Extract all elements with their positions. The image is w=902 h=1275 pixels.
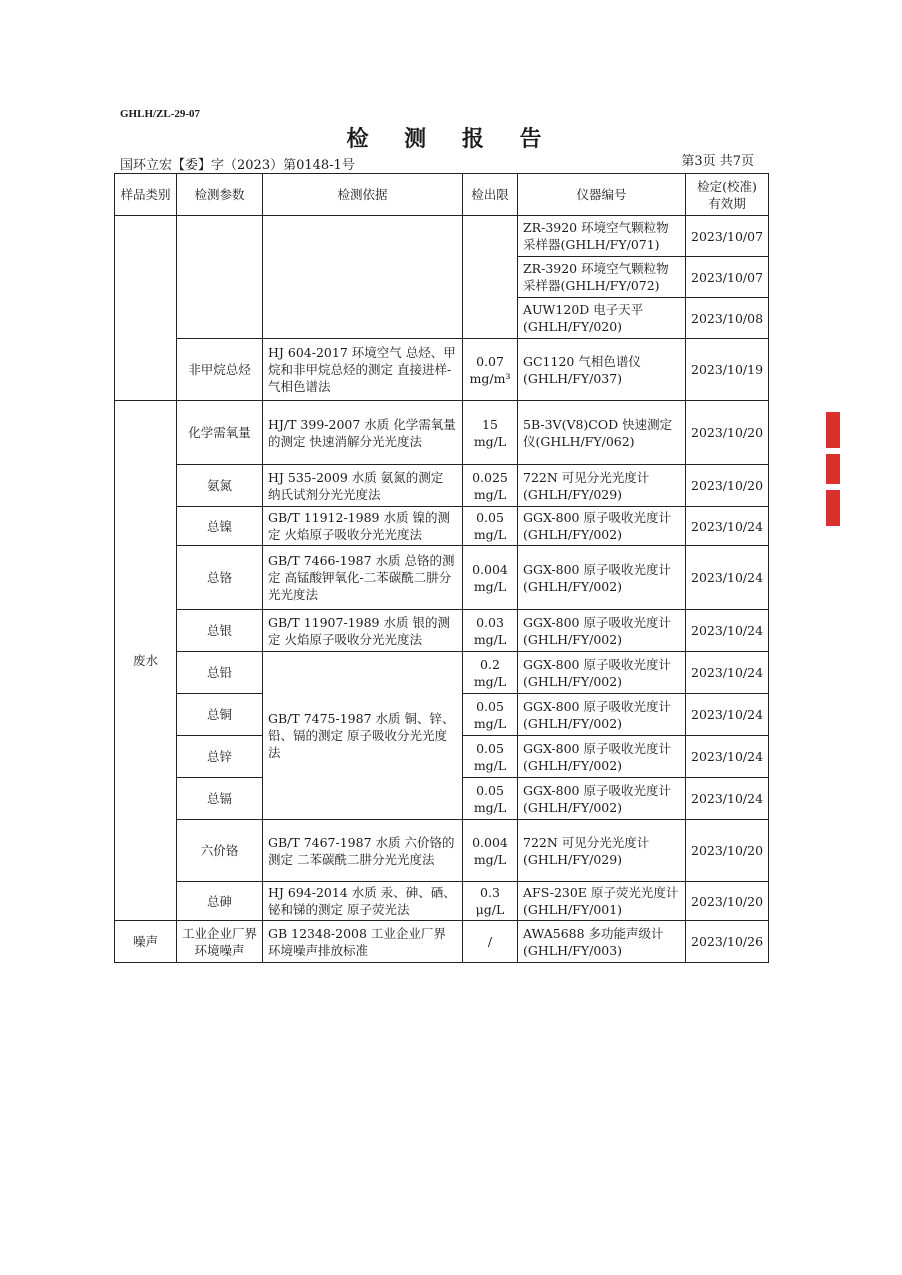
limit-value: 0.004 — [472, 834, 508, 850]
cell-limit — [463, 610, 518, 652]
cell-basis: GB/T 7466-1987 水质 总铬的测定 高锰酸钾氧化-二苯碳酰二肼分光光度法 — [263, 546, 463, 610]
cell-limit — [463, 465, 518, 507]
cell-instrument: GGX-800 原子吸收光度计(GHLH/FY/002) — [518, 694, 686, 736]
cell-instrument: ZR-3920 环境空气颗粒物采样器(GHLH/FY/072) — [518, 257, 686, 298]
cell-instrument: ZR-3920 环境空气颗粒物采样器(GHLH/FY/071) — [518, 216, 686, 257]
cell-limit — [463, 546, 518, 610]
cell-instrument: GGX-800 原子吸收光度计(GHLH/FY/002) — [518, 546, 686, 610]
cell-valid: 2023/10/24 — [686, 694, 769, 736]
cell-param: 氨氮 — [177, 465, 263, 507]
cell-instrument: AWA5688 多功能声级计(GHLH/FY/003) — [518, 921, 686, 963]
header-param: 检测参数 — [177, 174, 263, 216]
limit-unit: mg/L — [473, 631, 507, 647]
cell-param: 总铅 — [177, 652, 263, 694]
cell-valid: 2023/10/24 — [686, 546, 769, 610]
cell-valid: 2023/10/19 — [686, 339, 769, 401]
cell-basis: GB 12348-2008 工业企业厂界环境噪声排放标准 — [263, 921, 463, 963]
header-category: 样品类别 — [115, 174, 177, 216]
table-row — [115, 546, 769, 610]
table-row — [115, 465, 769, 507]
cell-basis-empty — [263, 216, 463, 339]
limit-unit: mg/m³ — [469, 370, 511, 386]
limit-unit: mg/L — [473, 486, 507, 502]
cell-limit — [463, 778, 518, 820]
cell-instrument: GGX-800 原子吸收光度计(GHLH/FY/002) — [518, 652, 686, 694]
cell-limit — [463, 401, 518, 465]
cell-category-wastewater: 废水 — [115, 401, 177, 921]
cell-limit — [463, 339, 518, 401]
header-valid: 检定(校准)有效期 — [686, 174, 769, 216]
cell-valid: 2023/10/26 — [686, 921, 769, 963]
cell-param: 化学需氧量 — [177, 401, 263, 465]
cell-basis: HJ/T 399-2007 水质 化学需氧量的测定 快速消解分光光度法 — [263, 401, 463, 465]
limit-unit: mg/L — [473, 433, 507, 449]
document-code: GHLH/ZL-29-07 — [120, 108, 201, 120]
cell-instrument: GGX-800 原子吸收光度计(GHLH/FY/002) — [518, 736, 686, 778]
limit-value: 0.05 — [476, 782, 504, 798]
cell-limit — [463, 694, 518, 736]
limit-unit: mg/L — [473, 851, 507, 867]
cell-instrument: 5B-3V(V8)COD 快速测定仪(GHLH/FY/062) — [518, 401, 686, 465]
cell-valid: 2023/10/20 — [686, 820, 769, 882]
cell-param-empty — [177, 216, 263, 339]
cell-limit: / — [463, 921, 518, 963]
limit-unit: mg/L — [473, 757, 507, 773]
cell-category-empty — [115, 216, 177, 401]
limit-value: 15 — [482, 416, 498, 432]
cell-instrument: 722N 可见分光光度计(GHLH/FY/029) — [518, 820, 686, 882]
cell-limit — [463, 652, 518, 694]
test-basis-table — [114, 173, 769, 963]
table-row — [115, 401, 769, 465]
limit-unit: mg/L — [473, 799, 507, 815]
cell-valid: 2023/10/08 — [686, 298, 769, 339]
limit-unit: μg/L — [475, 902, 505, 917]
header-basis: 检测依据 — [263, 174, 463, 216]
cell-param: 非甲烷总烃 — [177, 339, 263, 401]
cell-valid: 2023/10/24 — [686, 778, 769, 820]
table-header-row — [115, 174, 769, 216]
seal-stamp-fragment — [826, 454, 840, 484]
limit-value: 0.05 — [476, 510, 504, 525]
header-instrument: 仪器编号 — [518, 174, 686, 216]
cell-param: 总银 — [177, 610, 263, 652]
cell-basis: GB/T 7467-1987 水质 六价铬的测定 二苯碳酰二肼分光光度法 — [263, 820, 463, 882]
table-row — [115, 339, 769, 401]
cell-valid: 2023/10/07 — [686, 216, 769, 257]
cell-valid: 2023/10/24 — [686, 736, 769, 778]
cell-valid: 2023/10/24 — [686, 652, 769, 694]
cell-valid: 2023/10/24 — [686, 610, 769, 652]
cell-basis: GB/T 11912-1989 水质 镍的测定 火焰原子吸收分光光度法 — [263, 507, 463, 546]
limit-value: 0.07 — [476, 353, 504, 369]
cell-instrument: 722N 可见分光光度计(GHLH/FY/029) — [518, 465, 686, 507]
cell-basis: HJ 604-2017 环境空气 总烃、甲烷和非甲烷总烃的测定 直接进样-气相色谱法 — [263, 339, 463, 401]
cell-instrument: GGX-800 原子吸收光度计(GHLH/FY/002) — [518, 610, 686, 652]
limit-value: 0.025 — [472, 469, 508, 485]
cell-param: 六价铬 — [177, 820, 263, 882]
limit-unit: mg/L — [473, 527, 507, 542]
cell-instrument: GC1120 气相色谱仪(GHLH/FY/037) — [518, 339, 686, 401]
page-indicator: 第3页 共7页 — [681, 154, 754, 169]
limit-value: 0.3 — [480, 885, 500, 900]
cell-param: 工业企业厂界环境噪声 — [177, 921, 263, 963]
limit-value: 0.05 — [476, 698, 504, 714]
cell-instrument: GGX-800 原子吸收光度计(GHLH/FY/002) — [518, 778, 686, 820]
cell-limit — [463, 882, 518, 921]
table-row — [115, 882, 769, 921]
cell-param: 总锌 — [177, 736, 263, 778]
limit-unit: mg/L — [473, 673, 507, 689]
cell-basis: HJ 535-2009 水质 氨氮的测定 纳氏试剂分光光度法 — [263, 465, 463, 507]
cell-valid: 2023/10/07 — [686, 257, 769, 298]
cell-param: 总铜 — [177, 694, 263, 736]
cell-limit — [463, 820, 518, 882]
report-title: 检 测 报 告 — [346, 126, 556, 152]
cell-limit-empty — [463, 216, 518, 339]
cell-basis: HJ 694-2014 水质 汞、砷、硒、铋和锑的测定 原子荧光法 — [263, 882, 463, 921]
cell-param: 总镉 — [177, 778, 263, 820]
reference-number: 国环立宏【委】字（2023）第0148-1号 — [120, 158, 355, 173]
cell-valid: 2023/10/20 — [686, 401, 769, 465]
cell-param: 总砷 — [177, 882, 263, 921]
seal-stamp-fragment — [826, 412, 840, 448]
cell-limit — [463, 507, 518, 546]
table-row — [115, 652, 769, 694]
table-row — [115, 820, 769, 882]
cell-instrument: GGX-800 原子吸收光度计(GHLH/FY/002) — [518, 507, 686, 546]
cell-valid: 2023/10/20 — [686, 465, 769, 507]
limit-value: 0.2 — [480, 656, 500, 672]
limit-unit: mg/L — [473, 715, 507, 731]
cell-valid: 2023/10/20 — [686, 882, 769, 921]
header-limit: 检出限 — [463, 174, 518, 216]
limit-value: 0.03 — [476, 614, 504, 630]
cell-basis: GB/T 11907-1989 水质 银的测定 火焰原子吸收分光光度法 — [263, 610, 463, 652]
cell-param: 总铬 — [177, 546, 263, 610]
limit-value: 0.004 — [472, 561, 508, 577]
cell-category-noise: 噪声 — [115, 921, 177, 963]
cell-param: 总镍 — [177, 507, 263, 546]
table-row — [115, 610, 769, 652]
cell-basis: GB/T 7475-1987 水质 铜、锌、铅、镉的测定 原子吸收分光光度法 — [263, 652, 463, 820]
cell-instrument: AFS-230E 原子荧光光度计(GHLH/FY/001) — [518, 882, 686, 921]
table-row — [115, 507, 769, 546]
cell-valid: 2023/10/24 — [686, 507, 769, 546]
cell-instrument: AUW120D 电子天平(GHLH/FY/020) — [518, 298, 686, 339]
limit-value: 0.05 — [476, 740, 504, 756]
cell-limit — [463, 736, 518, 778]
seal-stamp-fragment — [826, 490, 840, 526]
limit-unit: mg/L — [473, 578, 507, 594]
table-row — [115, 921, 769, 963]
table-row — [115, 216, 769, 257]
